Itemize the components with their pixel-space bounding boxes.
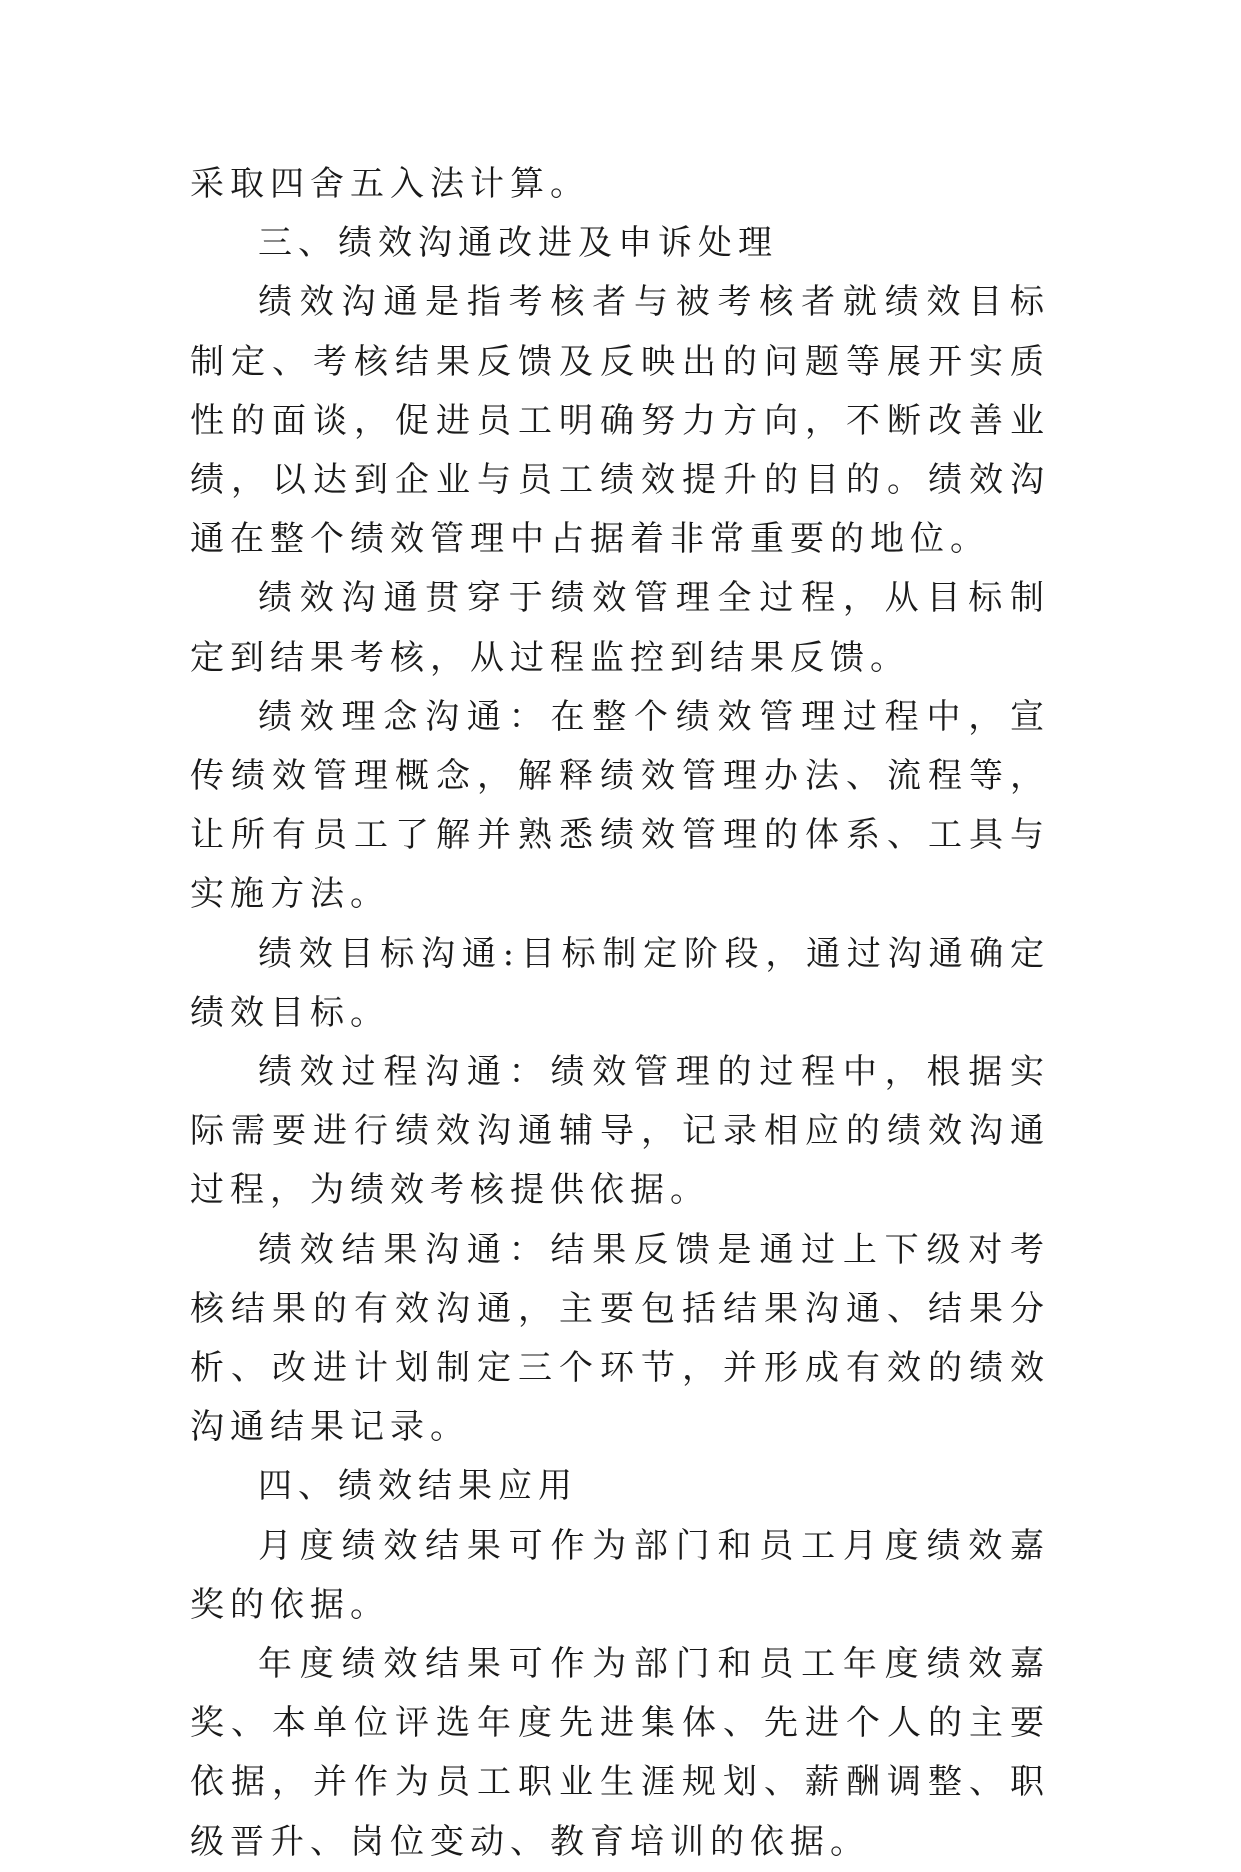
paragraph-monthly-results: 月度绩效结果可作为部门和员工月度绩效嘉奖的依据。 xyxy=(190,1525,1050,1625)
paragraph-concept-communication: 绩效理念沟通：在整个绩效管理过程中，宣传绩效管理概念，解释绩效管理办法、流程等，让所有员工了解并熟悉绩效管理的体系、工具与实施方法。 xyxy=(190,696,1050,915)
paragraph-process-communication: 绩效过程沟通：绩效管理的过程中，根据实际需要进行绩效沟通辅导，记录相应的绩效沟通过程，为绩效考核提供依据。 xyxy=(190,1052,1050,1211)
paragraph-goal-communication: 绩效目标沟通:目标制定阶段，通过沟通确定绩效目标。 xyxy=(190,933,1050,1033)
paragraph-continuation: 采取四舍五入法计算。 xyxy=(190,164,590,204)
paragraph-communication-process: 绩效沟通贯穿于绩效管理全过程，从目标制定到结果考核，从过程监控到结果反馈。 xyxy=(190,578,1050,678)
document-body xyxy=(190,155,1050,1872)
section-heading-3: 三、绩效沟通改进及申诉处理 xyxy=(258,223,778,264)
section-heading-4: 四、绩效结果应用 xyxy=(258,1466,578,1507)
paragraph-annual-results: 年度绩效结果可作为部门和员工年度绩效嘉奖、本单位评选年度先进集体、先进个人的主要依据，并作为员工职业生涯规划、薪酬调整、职级晋升、岗位变动、教育培训的依据。 xyxy=(190,1644,1050,1862)
paragraph-result-communication: 绩效结果沟通：结果反馈是通过上下级对考核结果的有效沟通，主要包括结果沟通、结果分析、改进计划制定三个环节，并形成有效的绩效沟通结果记录。 xyxy=(190,1229,1050,1448)
paragraph-communication-definition: 绩效沟通是指考核者与被考核者就绩效目标制定、考核结果反馈及反映出的问题等展开实质性的面谈，促进员工明确努力方向，不断改善业绩，以达到企业与员工绩效提升的目的。绩效沟通在整个绩效管理中占据着非常重要的地位。 xyxy=(190,282,1050,560)
